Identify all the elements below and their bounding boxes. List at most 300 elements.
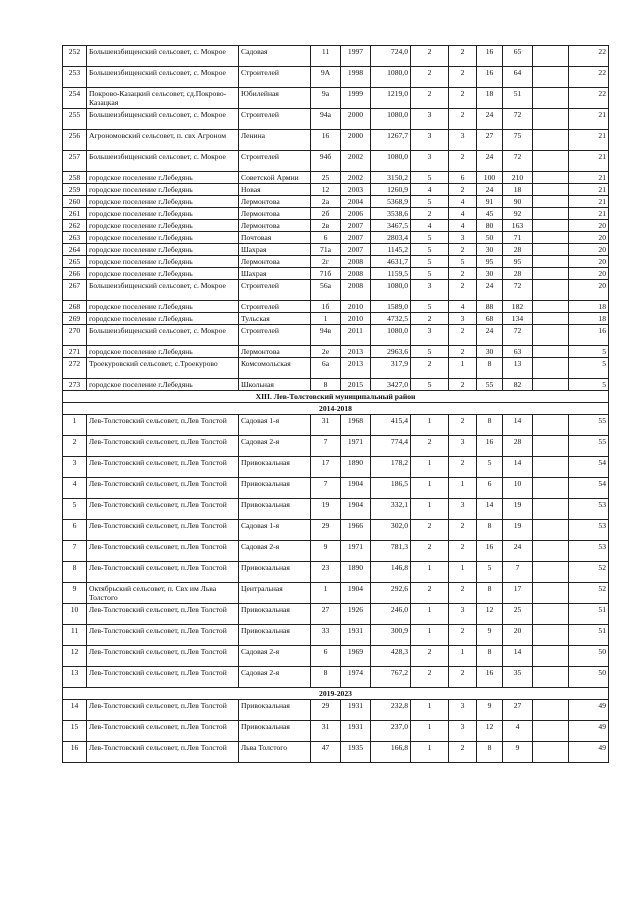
cell-street: Привокзальная (239, 457, 311, 478)
cell-row-number: 6 (63, 520, 87, 541)
cell-total-area: 302,0 (371, 520, 411, 541)
cell-floors: 5 (411, 268, 449, 280)
cell-empty-column (533, 499, 569, 520)
cell-street: Советской Армии (239, 172, 311, 184)
cell-settlement: городское поселение г.Лебедянь (87, 301, 239, 313)
cell-planned-year: 16 (569, 325, 609, 346)
cell-total-area: 317,9 (371, 358, 411, 379)
cell-planned-year: 18 (569, 313, 609, 325)
cell-residents: 28 (503, 244, 533, 256)
cell-house-number: 56а (311, 280, 341, 301)
cell-total-area: 237,0 (371, 721, 411, 742)
cell-empty-column (533, 625, 569, 646)
period-heading: 2019-2023 (63, 688, 609, 700)
cell-planned-year: 53 (569, 499, 609, 520)
cell-year-built: 1968 (341, 415, 371, 436)
cell-settlement: Лев-Толстовский сельсовет, п.Лев Толстой (87, 541, 239, 562)
cell-year-built: 2007 (341, 220, 371, 232)
cell-floors: 1 (411, 478, 449, 499)
cell-empty-column (533, 520, 569, 541)
cell-apartments: 24 (477, 151, 503, 172)
cell-year-built: 2013 (341, 358, 371, 379)
cell-total-area: 186,5 (371, 478, 411, 499)
cell-planned-year: 51 (569, 604, 609, 625)
table-row (63, 499, 609, 520)
cell-floors: 5 (411, 346, 449, 358)
cell-apartments: 8 (477, 415, 503, 436)
cell-residents: 92 (503, 208, 533, 220)
cell-year-built: 1890 (341, 562, 371, 583)
cell-year-built: 2010 (341, 301, 371, 313)
cell-apartments: 16 (477, 46, 503, 67)
cell-entrances: 2 (449, 625, 477, 646)
cell-house-number: 17 (311, 457, 341, 478)
cell-settlement: Лев-Толстовский сельсовет, п.Лев Толстой (87, 700, 239, 721)
cell-row-number: 255 (63, 109, 87, 130)
cell-empty-column (533, 208, 569, 220)
cell-total-area: 1080,0 (371, 280, 411, 301)
cell-settlement: Лев-Толстовский сельсовет, п.Лев Толстой (87, 478, 239, 499)
table-row (63, 208, 609, 220)
cell-apartments: 5 (477, 457, 503, 478)
cell-planned-year: 22 (569, 88, 609, 109)
cell-settlement: Большеизбищенский сельсовет, с. Мокрое (87, 151, 239, 172)
cell-total-area: 1267,7 (371, 130, 411, 151)
cell-floors: 2 (411, 520, 449, 541)
cell-house-number: 9а (311, 88, 341, 109)
cell-entrances: 5 (449, 256, 477, 268)
cell-residents: 95 (503, 256, 533, 268)
cell-year-built: 1931 (341, 721, 371, 742)
table-row (63, 721, 609, 742)
cell-planned-year: 52 (569, 562, 609, 583)
cell-settlement: Большеизбищенский сельсовет, с. Мокрое (87, 67, 239, 88)
cell-total-area: 1219,0 (371, 88, 411, 109)
period-heading: 2014-2018 (63, 403, 609, 415)
cell-year-built: 1904 (341, 478, 371, 499)
cell-empty-column (533, 196, 569, 208)
housing-register-table (62, 45, 609, 763)
cell-settlement: городское поселение г.Лебедянь (87, 232, 239, 244)
cell-empty-column (533, 67, 569, 88)
cell-entrances: 2 (449, 457, 477, 478)
cell-house-number: 7 (311, 478, 341, 499)
cell-street: Привокзальная (239, 721, 311, 742)
cell-entrances: 2 (449, 268, 477, 280)
cell-settlement: Большеизбищенский сельсовет, с. Мокрое (87, 325, 239, 346)
table-row (63, 232, 609, 244)
cell-settlement: Лев-Толстовский сельсовет, п.Лев Толстой (87, 646, 239, 667)
cell-entrances: 4 (449, 220, 477, 232)
cell-entrances: 2 (449, 88, 477, 109)
cell-settlement: городское поселение г.Лебедянь (87, 184, 239, 196)
cell-planned-year: 49 (569, 721, 609, 742)
cell-empty-column (533, 541, 569, 562)
cell-settlement: городское поселение г.Лебедянь (87, 244, 239, 256)
cell-year-built: 2007 (341, 244, 371, 256)
cell-planned-year: 22 (569, 67, 609, 88)
cell-house-number: 31 (311, 415, 341, 436)
cell-planned-year: 55 (569, 415, 609, 436)
cell-empty-column (533, 232, 569, 244)
cell-settlement: городское поселение г.Лебедянь (87, 220, 239, 232)
cell-house-number: 12 (311, 184, 341, 196)
cell-settlement: Лев-Толстовский сельсовет, п.Лев Толстой (87, 625, 239, 646)
cell-planned-year: 53 (569, 520, 609, 541)
cell-street: Садовая 1-я (239, 520, 311, 541)
cell-planned-year: 54 (569, 478, 609, 499)
cell-row-number: 262 (63, 220, 87, 232)
table-row (63, 562, 609, 583)
cell-empty-column (533, 256, 569, 268)
cell-settlement: Большеизбищенский сельсовет, с. Мокрое (87, 280, 239, 301)
cell-empty-column (533, 604, 569, 625)
cell-street: Садовая 2-я (239, 667, 311, 688)
cell-street: Привокзальная (239, 625, 311, 646)
cell-planned-year: 21 (569, 208, 609, 220)
cell-empty-column (533, 646, 569, 667)
cell-total-area: 232,8 (371, 700, 411, 721)
cell-year-built: 1935 (341, 742, 371, 763)
cell-floors: 2 (411, 583, 449, 604)
cell-apartments: 12 (477, 604, 503, 625)
cell-total-area: 3538,6 (371, 208, 411, 220)
cell-row-number: 5 (63, 499, 87, 520)
cell-year-built: 1904 (341, 499, 371, 520)
cell-planned-year: 21 (569, 172, 609, 184)
cell-apartments: 30 (477, 268, 503, 280)
table-row (63, 220, 609, 232)
cell-planned-year: 20 (569, 220, 609, 232)
table-row (63, 415, 609, 436)
cell-planned-year: 52 (569, 583, 609, 604)
cell-total-area: 3150,2 (371, 172, 411, 184)
cell-floors: 2 (411, 46, 449, 67)
cell-residents: 13 (503, 358, 533, 379)
table-row (63, 313, 609, 325)
cell-settlement: Лев-Толстовский сельсовет, п.Лев Толстой (87, 562, 239, 583)
table-row (63, 196, 609, 208)
cell-entrances: 2 (449, 742, 477, 763)
cell-row-number: 252 (63, 46, 87, 67)
cell-year-built: 2013 (341, 346, 371, 358)
cell-empty-column (533, 172, 569, 184)
cell-apartments: 45 (477, 208, 503, 220)
cell-entrances: 3 (449, 700, 477, 721)
table-row (63, 244, 609, 256)
cell-year-built: 1999 (341, 88, 371, 109)
cell-planned-year: 54 (569, 457, 609, 478)
cell-settlement: Лев-Толстовский сельсовет, п.Лев Толстой (87, 721, 239, 742)
cell-row-number: 16 (63, 742, 87, 763)
cell-row-number: 7 (63, 541, 87, 562)
cell-entrances: 2 (449, 667, 477, 688)
cell-total-area: 178,2 (371, 457, 411, 478)
cell-entrances: 1 (449, 646, 477, 667)
cell-total-area: 774,4 (371, 436, 411, 457)
cell-residents: 25 (503, 604, 533, 625)
cell-house-number: 16 (311, 130, 341, 151)
cell-street: Садовая 2-я (239, 646, 311, 667)
cell-apartments: 8 (477, 742, 503, 763)
cell-empty-column (533, 436, 569, 457)
cell-entrances: 2 (449, 541, 477, 562)
cell-house-number: 2б (311, 208, 341, 220)
cell-residents: 82 (503, 379, 533, 391)
cell-row-number: 268 (63, 301, 87, 313)
cell-planned-year: 21 (569, 130, 609, 151)
cell-total-area: 2803,4 (371, 232, 411, 244)
cell-street: Привокзальная (239, 478, 311, 499)
cell-apartments: 12 (477, 721, 503, 742)
cell-empty-column (533, 721, 569, 742)
cell-apartments: 18 (477, 88, 503, 109)
cell-row-number: 13 (63, 667, 87, 688)
cell-floors: 1 (411, 625, 449, 646)
cell-year-built: 2010 (341, 313, 371, 325)
cell-settlement: Лев-Толстовский сельсовет, п.Лев Толстой (87, 415, 239, 436)
cell-entrances: 3 (449, 499, 477, 520)
cell-residents: 14 (503, 646, 533, 667)
table-row (63, 184, 609, 196)
cell-street: Лермонтова (239, 208, 311, 220)
cell-house-number: 94б (311, 151, 341, 172)
cell-row-number: 12 (63, 646, 87, 667)
cell-entrances: 2 (449, 379, 477, 391)
table-row (63, 646, 609, 667)
cell-total-area: 415,4 (371, 415, 411, 436)
table-row (63, 67, 609, 88)
cell-house-number: 6а (311, 358, 341, 379)
cell-street: Строителей (239, 109, 311, 130)
cell-total-area: 300,9 (371, 625, 411, 646)
table-row (63, 436, 609, 457)
cell-settlement: городское поселение г.Лебедянь (87, 172, 239, 184)
cell-street: Школьная (239, 379, 311, 391)
cell-planned-year: 20 (569, 280, 609, 301)
cell-apartments: 8 (477, 583, 503, 604)
cell-empty-column (533, 109, 569, 130)
cell-street: Лермонтова (239, 220, 311, 232)
cell-house-number: 71а (311, 244, 341, 256)
cell-total-area: 4732,5 (371, 313, 411, 325)
cell-year-built: 1904 (341, 583, 371, 604)
cell-apartments: 27 (477, 130, 503, 151)
cell-year-built: 2000 (341, 130, 371, 151)
cell-row-number: 271 (63, 346, 87, 358)
section-heading-row (63, 391, 609, 403)
cell-floors: 4 (411, 184, 449, 196)
cell-planned-year: 20 (569, 244, 609, 256)
cell-empty-column (533, 313, 569, 325)
cell-street: Садовая 2-я (239, 541, 311, 562)
cell-street: Строителей (239, 67, 311, 88)
cell-residents: 14 (503, 457, 533, 478)
cell-apartments: 91 (477, 196, 503, 208)
cell-residents: 210 (503, 172, 533, 184)
cell-settlement: Лев-Толстовский сельсовет, п.Лев Толстой (87, 436, 239, 457)
table-row (63, 88, 609, 109)
table-row (63, 256, 609, 268)
cell-street: Строителей (239, 325, 311, 346)
cell-settlement: Лев-Толстовский сельсовет, п.Лев Толстой (87, 604, 239, 625)
table-row (63, 358, 609, 379)
cell-house-number: 71б (311, 268, 341, 280)
cell-entrances: 2 (449, 520, 477, 541)
cell-floors: 3 (411, 109, 449, 130)
table-row (63, 379, 609, 391)
cell-apartments: 55 (477, 379, 503, 391)
cell-residents: 10 (503, 478, 533, 499)
cell-row-number: 263 (63, 232, 87, 244)
cell-year-built: 1969 (341, 646, 371, 667)
cell-house-number: 23 (311, 562, 341, 583)
cell-total-area: 767,2 (371, 667, 411, 688)
cell-house-number: 29 (311, 700, 341, 721)
cell-entrances: 3 (449, 313, 477, 325)
cell-row-number: 267 (63, 280, 87, 301)
table-row (63, 268, 609, 280)
cell-residents: 4 (503, 721, 533, 742)
cell-floors: 1 (411, 604, 449, 625)
cell-apartments: 6 (477, 478, 503, 499)
cell-entrances: 2 (449, 46, 477, 67)
cell-total-area: 5368,9 (371, 196, 411, 208)
cell-house-number: 31 (311, 721, 341, 742)
cell-floors: 2 (411, 541, 449, 562)
cell-apartments: 30 (477, 244, 503, 256)
cell-residents: 14 (503, 415, 533, 436)
cell-empty-column (533, 358, 569, 379)
cell-planned-year: 20 (569, 256, 609, 268)
cell-empty-column (533, 346, 569, 358)
cell-year-built: 2008 (341, 280, 371, 301)
table-row (63, 583, 609, 604)
cell-total-area: 4631,7 (371, 256, 411, 268)
cell-floors: 5 (411, 256, 449, 268)
cell-floors: 1 (411, 721, 449, 742)
cell-planned-year: 21 (569, 184, 609, 196)
cell-empty-column (533, 415, 569, 436)
cell-row-number: 254 (63, 88, 87, 109)
cell-house-number: 11 (311, 46, 341, 67)
cell-apartments: 8 (477, 646, 503, 667)
cell-settlement: городское поселение г.Лебедянь (87, 268, 239, 280)
cell-entrances: 4 (449, 301, 477, 313)
cell-street: Шахрая (239, 268, 311, 280)
cell-residents: 24 (503, 541, 533, 562)
cell-floors: 1 (411, 562, 449, 583)
cell-house-number: 25 (311, 172, 341, 184)
cell-street: Комсомольская (239, 358, 311, 379)
cell-residents: 28 (503, 268, 533, 280)
cell-planned-year: 49 (569, 742, 609, 763)
cell-apartments: 9 (477, 625, 503, 646)
cell-total-area: 1080,0 (371, 325, 411, 346)
cell-apartments: 24 (477, 184, 503, 196)
cell-floors: 2 (411, 88, 449, 109)
cell-house-number: 6 (311, 232, 341, 244)
cell-row-number: 261 (63, 208, 87, 220)
cell-apartments: 88 (477, 301, 503, 313)
cell-year-built: 1931 (341, 625, 371, 646)
cell-total-area: 1080,0 (371, 67, 411, 88)
cell-year-built: 2008 (341, 256, 371, 268)
cell-house-number: 8 (311, 667, 341, 688)
cell-residents: 19 (503, 499, 533, 520)
cell-floors: 1 (411, 499, 449, 520)
cell-apartments: 80 (477, 220, 503, 232)
table-row (63, 46, 609, 67)
cell-floors: 3 (411, 151, 449, 172)
cell-street: Садовая (239, 46, 311, 67)
cell-residents: 28 (503, 436, 533, 457)
cell-year-built: 2002 (341, 151, 371, 172)
cell-house-number: 33 (311, 625, 341, 646)
cell-residents: 72 (503, 109, 533, 130)
cell-floors: 2 (411, 436, 449, 457)
cell-total-area: 246,0 (371, 604, 411, 625)
cell-empty-column (533, 379, 569, 391)
cell-street: Садовая 2-я (239, 436, 311, 457)
cell-house-number: 1б (311, 301, 341, 313)
cell-street: Привокзальная (239, 499, 311, 520)
cell-planned-year: 21 (569, 151, 609, 172)
cell-row-number: 258 (63, 172, 87, 184)
cell-house-number: 27 (311, 604, 341, 625)
cell-row-number: 270 (63, 325, 87, 346)
cell-entrances: 2 (449, 184, 477, 196)
cell-residents: 20 (503, 625, 533, 646)
cell-street: Почтовая (239, 232, 311, 244)
cell-settlement: городское поселение г.Лебедянь (87, 256, 239, 268)
cell-house-number: 6 (311, 646, 341, 667)
cell-apartments: 14 (477, 499, 503, 520)
cell-apartments: 100 (477, 172, 503, 184)
cell-year-built: 1971 (341, 436, 371, 457)
cell-planned-year: 22 (569, 46, 609, 67)
cell-year-built: 1971 (341, 541, 371, 562)
cell-year-built: 1890 (341, 457, 371, 478)
cell-house-number: 94в (311, 325, 341, 346)
cell-residents: 17 (503, 583, 533, 604)
cell-year-built: 2015 (341, 379, 371, 391)
cell-floors: 2 (411, 667, 449, 688)
cell-apartments: 24 (477, 109, 503, 130)
table-row (63, 109, 609, 130)
cell-year-built: 2003 (341, 184, 371, 196)
cell-year-built: 2000 (341, 109, 371, 130)
cell-settlement: Лев-Толстовский сельсовет, п.Лев Толстой (87, 499, 239, 520)
cell-total-area: 3427,0 (371, 379, 411, 391)
cell-entrances: 3 (449, 721, 477, 742)
cell-house-number: 94а (311, 109, 341, 130)
table-row (63, 541, 609, 562)
table-row (63, 457, 609, 478)
cell-total-area: 2963,6 (371, 346, 411, 358)
cell-entrances: 2 (449, 67, 477, 88)
cell-residents: 163 (503, 220, 533, 232)
cell-year-built: 2004 (341, 196, 371, 208)
cell-planned-year: 21 (569, 109, 609, 130)
cell-street: Лермонтова (239, 346, 311, 358)
cell-residents: 72 (503, 151, 533, 172)
cell-settlement: городское поселение г.Лебедянь (87, 313, 239, 325)
cell-entrances: 1 (449, 478, 477, 499)
cell-settlement: Лев-Толстовский сельсовет, п.Лев Толстой (87, 457, 239, 478)
cell-floors: 3 (411, 130, 449, 151)
cell-total-area: 724,0 (371, 46, 411, 67)
